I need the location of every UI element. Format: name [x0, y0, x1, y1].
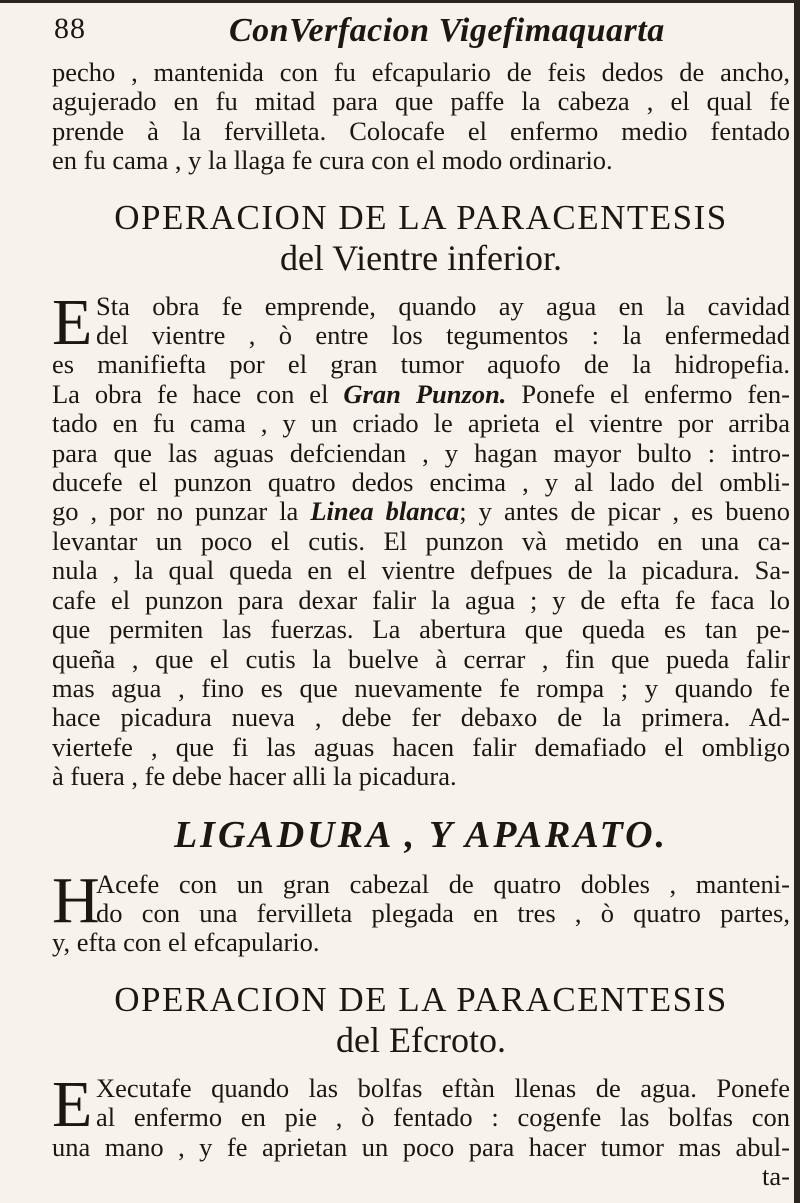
text-line — [52, 497, 790, 526]
text-line: prende à la fervilleta. Colocafe el enfermo medio fentado — [52, 115, 790, 146]
text-run: ; y antes de picar , es bueno — [459, 496, 790, 527]
text-line: queña , que el cutis la buelve à cerrar , fin que pueda falir — [52, 643, 790, 674]
text-line: do con una fervilleta plegada en tres , ò quatro partes, — [96, 897, 790, 928]
drop-cap: E — [52, 285, 93, 359]
paragraph-paracentesis-vientre — [52, 285, 791, 792]
text-line: levantar un poco el cutis. El punzon và metido en una ca- — [52, 525, 790, 556]
intro-paragraph — [52, 58, 790, 176]
text-line — [52, 380, 790, 409]
page-body — [52, 58, 790, 1191]
drop-cap: E — [52, 1067, 93, 1141]
text-line: agujerado en fu mitad para que paffe la cabeza , el qual fe — [52, 86, 790, 117]
right-edge-rule — [794, 0, 800, 1203]
text-line: al enfermo en pie , ò fentado : cogenfe las bolfas con — [96, 1102, 790, 1133]
paragraph-ligadura — [52, 863, 790, 958]
text-line: Sta obra fe emprende, quando ay agua en la cavidad — [96, 290, 790, 321]
text-line: tado en fu cama , y un criado le aprieta el vientre por arriba — [52, 408, 790, 439]
text-line: Acefe con un gran cabezal de quatro dobles , manteni- — [96, 868, 790, 899]
text-line: una mano , y fe aprietan un poco para hacer tumor mas abul- — [52, 1131, 790, 1162]
text-line: y, efta con el efcapulario. — [52, 927, 320, 958]
text-run: La obra fe hace con el — [52, 378, 329, 409]
top-edge-rule — [0, 0, 800, 3]
text-line: que permiten las fuerzas. La abertura que queda es tan pe- — [52, 614, 790, 645]
text-line: à fuera , fe debe hacer alli la picadura. — [52, 761, 457, 792]
section-subheading-vientre: del Vientre inferior. — [279, 237, 563, 278]
text-line: ducefe el punzon quatro dedos encima , y al lado del ombli- — [52, 467, 790, 498]
catchword: ta- — [762, 1160, 790, 1191]
page-number: 88 — [54, 12, 86, 45]
text-line: es manifiefta por el gran tumor aquofo de la hidropefia. — [52, 349, 790, 380]
section-subheading-escroto: del Efcroto. — [336, 1019, 506, 1060]
section-heading-paracentesis-vientre: OPERACION DE LA PARACENTESIS — [114, 197, 728, 237]
text-line: nula , la qual queda en el vientre defpues de la picadura. Sa- — [52, 555, 790, 586]
text-line: para que las aguas defciendan , y hagan mayor bulto : intro- — [52, 437, 790, 468]
running-head — [44, 12, 764, 52]
text-line: Xecutafe quando las bolfas eftàn llenas de agua. Ponefe — [96, 1072, 790, 1103]
running-title: ConVerfacion Vigefimaquarta — [229, 12, 665, 49]
emphasis-gran-punzon: Gran Punzon. — [343, 378, 507, 409]
text-run: Ponefe el enfermo fen- — [506, 378, 791, 409]
paragraph-paracentesis-escroto — [52, 1067, 790, 1192]
text-line: mas agua , fino es que nuevamente fe rompa ; y quando fe — [52, 672, 790, 703]
text-run: go , por no punzar la — [52, 496, 299, 527]
text-line: en fu cama , y la llaga fe cura con el modo ordinario. — [52, 145, 613, 176]
text-line: viertefe , que fi las aguas hacen falir demafiado el ombligo — [52, 731, 790, 762]
text-line: hace picadura nueva , debe fer debaxo de la primera. Ad- — [52, 702, 790, 733]
text-line: pecho , mantenida con fu efcapulario de feis dedos de ancho, — [52, 57, 790, 87]
text-line: cafe el punzon para dexar falir la agua ; y de efta fe faca lo — [52, 584, 790, 615]
text-line: del vientre , ò entre los tegumentos : la enfermedad — [96, 320, 790, 351]
drop-cap: H — [52, 863, 100, 937]
section-heading-ligadura: LIGADURA , Y APARATO. — [173, 813, 669, 856]
section-heading-paracentesis-escroto: OPERACION DE LA PARACENTESIS — [114, 979, 728, 1019]
emphasis-linea-blanca: Linea blanca — [310, 496, 460, 527]
